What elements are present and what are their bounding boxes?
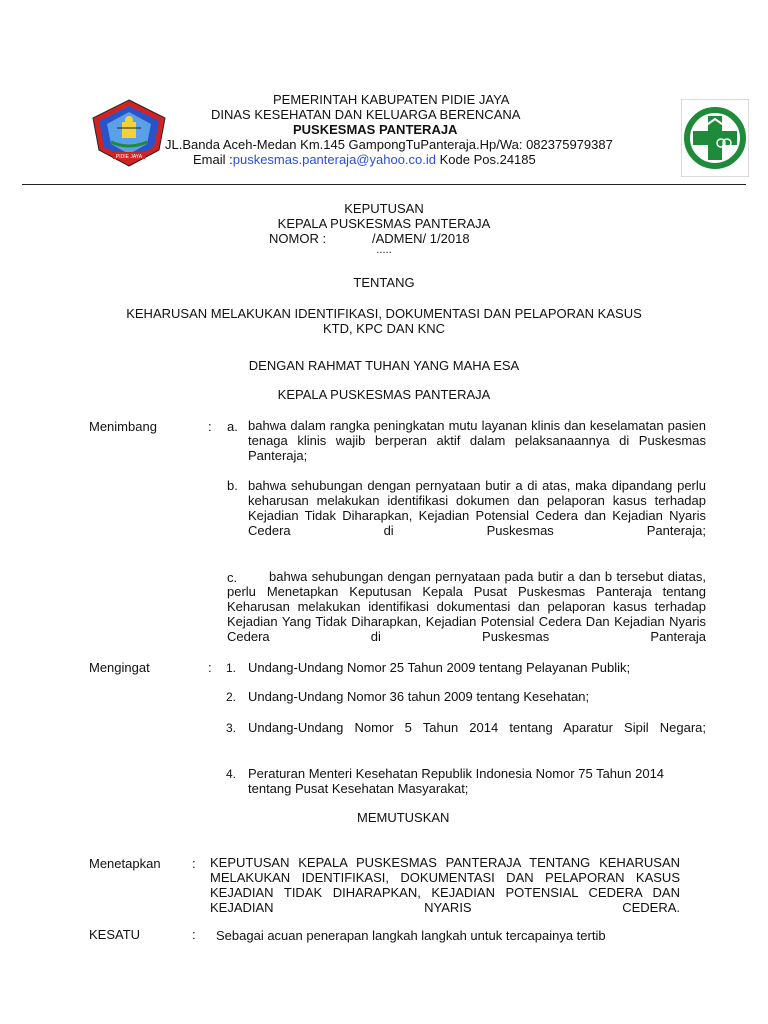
header-divider xyxy=(22,184,746,185)
mengingat-marker-4: 4. xyxy=(226,767,237,781)
kesatu-colon: : xyxy=(192,927,196,942)
doc-number-dots: ..... xyxy=(376,244,392,256)
mengingat-colon: : xyxy=(208,660,212,675)
header-agency: DINAS KESEHATAN DAN KELUARGA BERENCANA xyxy=(211,107,521,122)
email-link[interactable]: puskesmas.panteraja@yahoo.co.id xyxy=(232,152,436,167)
mengingat-marker-3: 3. xyxy=(226,721,237,735)
menimbang-marker-a: a. xyxy=(227,419,238,434)
seal-icon xyxy=(89,98,169,168)
header-address: JL.Banda Aceh-Medan Km.145 GampongTuPanteraja.Hp/Wa: 082375979387 xyxy=(165,137,613,152)
menimbang-colon: : xyxy=(208,419,212,434)
postal-code: Kode Pos.24185 xyxy=(436,152,536,167)
svg-text:PIDIE JAYA: PIDIE JAYA xyxy=(115,154,143,160)
mengingat-item-3: Undang-Undang Nomor 5 Tahun 2014 tentang Aparatur Sipil Negara; xyxy=(248,720,706,735)
mengingat-item-1: Undang-Undang Nomor 25 Tahun 2009 tentang Pelayanan Publik; xyxy=(248,660,631,675)
mengingat-label: Mengingat xyxy=(89,660,150,675)
tentang-heading: TENTANG xyxy=(353,275,415,290)
doc-issuer: KEPALA PUSKESMAS PANTERAJA xyxy=(277,216,491,231)
doc-number-value: /ADMEN/ 1/2018 xyxy=(372,231,470,246)
health-cross-icon xyxy=(681,99,749,177)
menimbang-marker-c: c. xyxy=(227,570,238,585)
menimbang-marker-b: b. xyxy=(227,478,238,493)
pidie-jaya-logo xyxy=(89,98,169,168)
mengingat-marker-1: 1. xyxy=(226,661,237,675)
kesatu-label: KESATU xyxy=(89,927,141,942)
menetapkan-text: KEPUTUSAN KEPALA PUSKESMAS PANTERAJA TENTANG KEHARUSAN MELAKUKAN IDENTIFIKASI, DOKUMENTASI DAN PELAPORAN KASUS KEJADIAN TIDAK DIHARAPKAN, KEJADIAN POTENSIAL CEDERA DAN KEJADIAN NYARIS CEDERA. xyxy=(210,855,680,915)
puskesmas-logo xyxy=(681,99,749,177)
mengingat-item-2: Undang-Undang Nomor 36 tahun 2009 tentang Kesehatan; xyxy=(248,689,590,704)
rahmat-line: DENGAN RAHMAT TUHAN YANG MAHA ESA xyxy=(248,358,520,373)
menimbang-item-c: bahwa sehubungan dengan pernyataan pada butir a dan b tersebut diatas, perlu Menetapkan Keputusan Kepala Pusat Puskesmas Panteraja tentang Keharusan melakukan identifikasi dokumentasi dan pelaporan kasus terhadap Kejadian Yang Tidak Diharapkan, Kejadian Potensial Cedera Dan Kejadian Nyaris Cedera di Puskesmas Panteraja xyxy=(227,569,706,644)
doc-type: KEPUTUSAN xyxy=(344,201,424,216)
header-puskesmas: PUSKESMAS PANTERAJA xyxy=(293,122,458,137)
header-government: PEMERINTAH KABUPATEN PIDIE JAYA xyxy=(273,92,510,107)
mengingat-item-4: Peraturan Menteri Kesehatan Republik Indonesia Nomor 75 Tahun 2014 tentang Pusat Kesehatan Masyarakat; xyxy=(248,766,665,796)
memutuskan-heading: MEMUTUSKAN xyxy=(357,810,450,825)
kepala-line: KEPALA PUSKESMAS PANTERAJA xyxy=(277,387,491,402)
subject-line-1: KEHARUSAN MELAKUKAN IDENTIFIKASI, DOKUMENTASI DAN PELAPORAN KASUS xyxy=(126,306,642,321)
email-label: Email : xyxy=(193,152,233,167)
header-contact xyxy=(193,152,536,167)
menimbang-label: Menimbang xyxy=(89,419,157,434)
menetapkan-colon: : xyxy=(192,856,196,871)
kesatu-text: Sebagai acuan penerapan langkah langkah untuk tercapainya tertib xyxy=(216,928,606,943)
menimbang-item-b: bahwa sehubungan dengan pernyataan butir a di atas, maka dipandang perlu keharusan melakukan identifikasi dokumen dan pelaporan kasus terhadap Kejadian Tidak Diharapkan, Kejadian Potensial Cedera dan Kejadian Nyaris Cedera di Puskesmas Panteraja; xyxy=(248,478,706,538)
menimbang-item-a: bahwa dalam rangka peningkatan mutu layanan klinis dan keselamatan pasien tenaga klinis wajib berperan aktif dalam pelaksanaannya di Puskesmas Panteraja; xyxy=(248,418,706,463)
subject-line-2: KTD, KPC DAN KNC xyxy=(322,321,446,336)
menetapkan-label: Menetapkan xyxy=(89,856,161,871)
mengingat-marker-2: 2. xyxy=(226,690,237,704)
doc-number-label: NOMOR : xyxy=(269,231,327,246)
